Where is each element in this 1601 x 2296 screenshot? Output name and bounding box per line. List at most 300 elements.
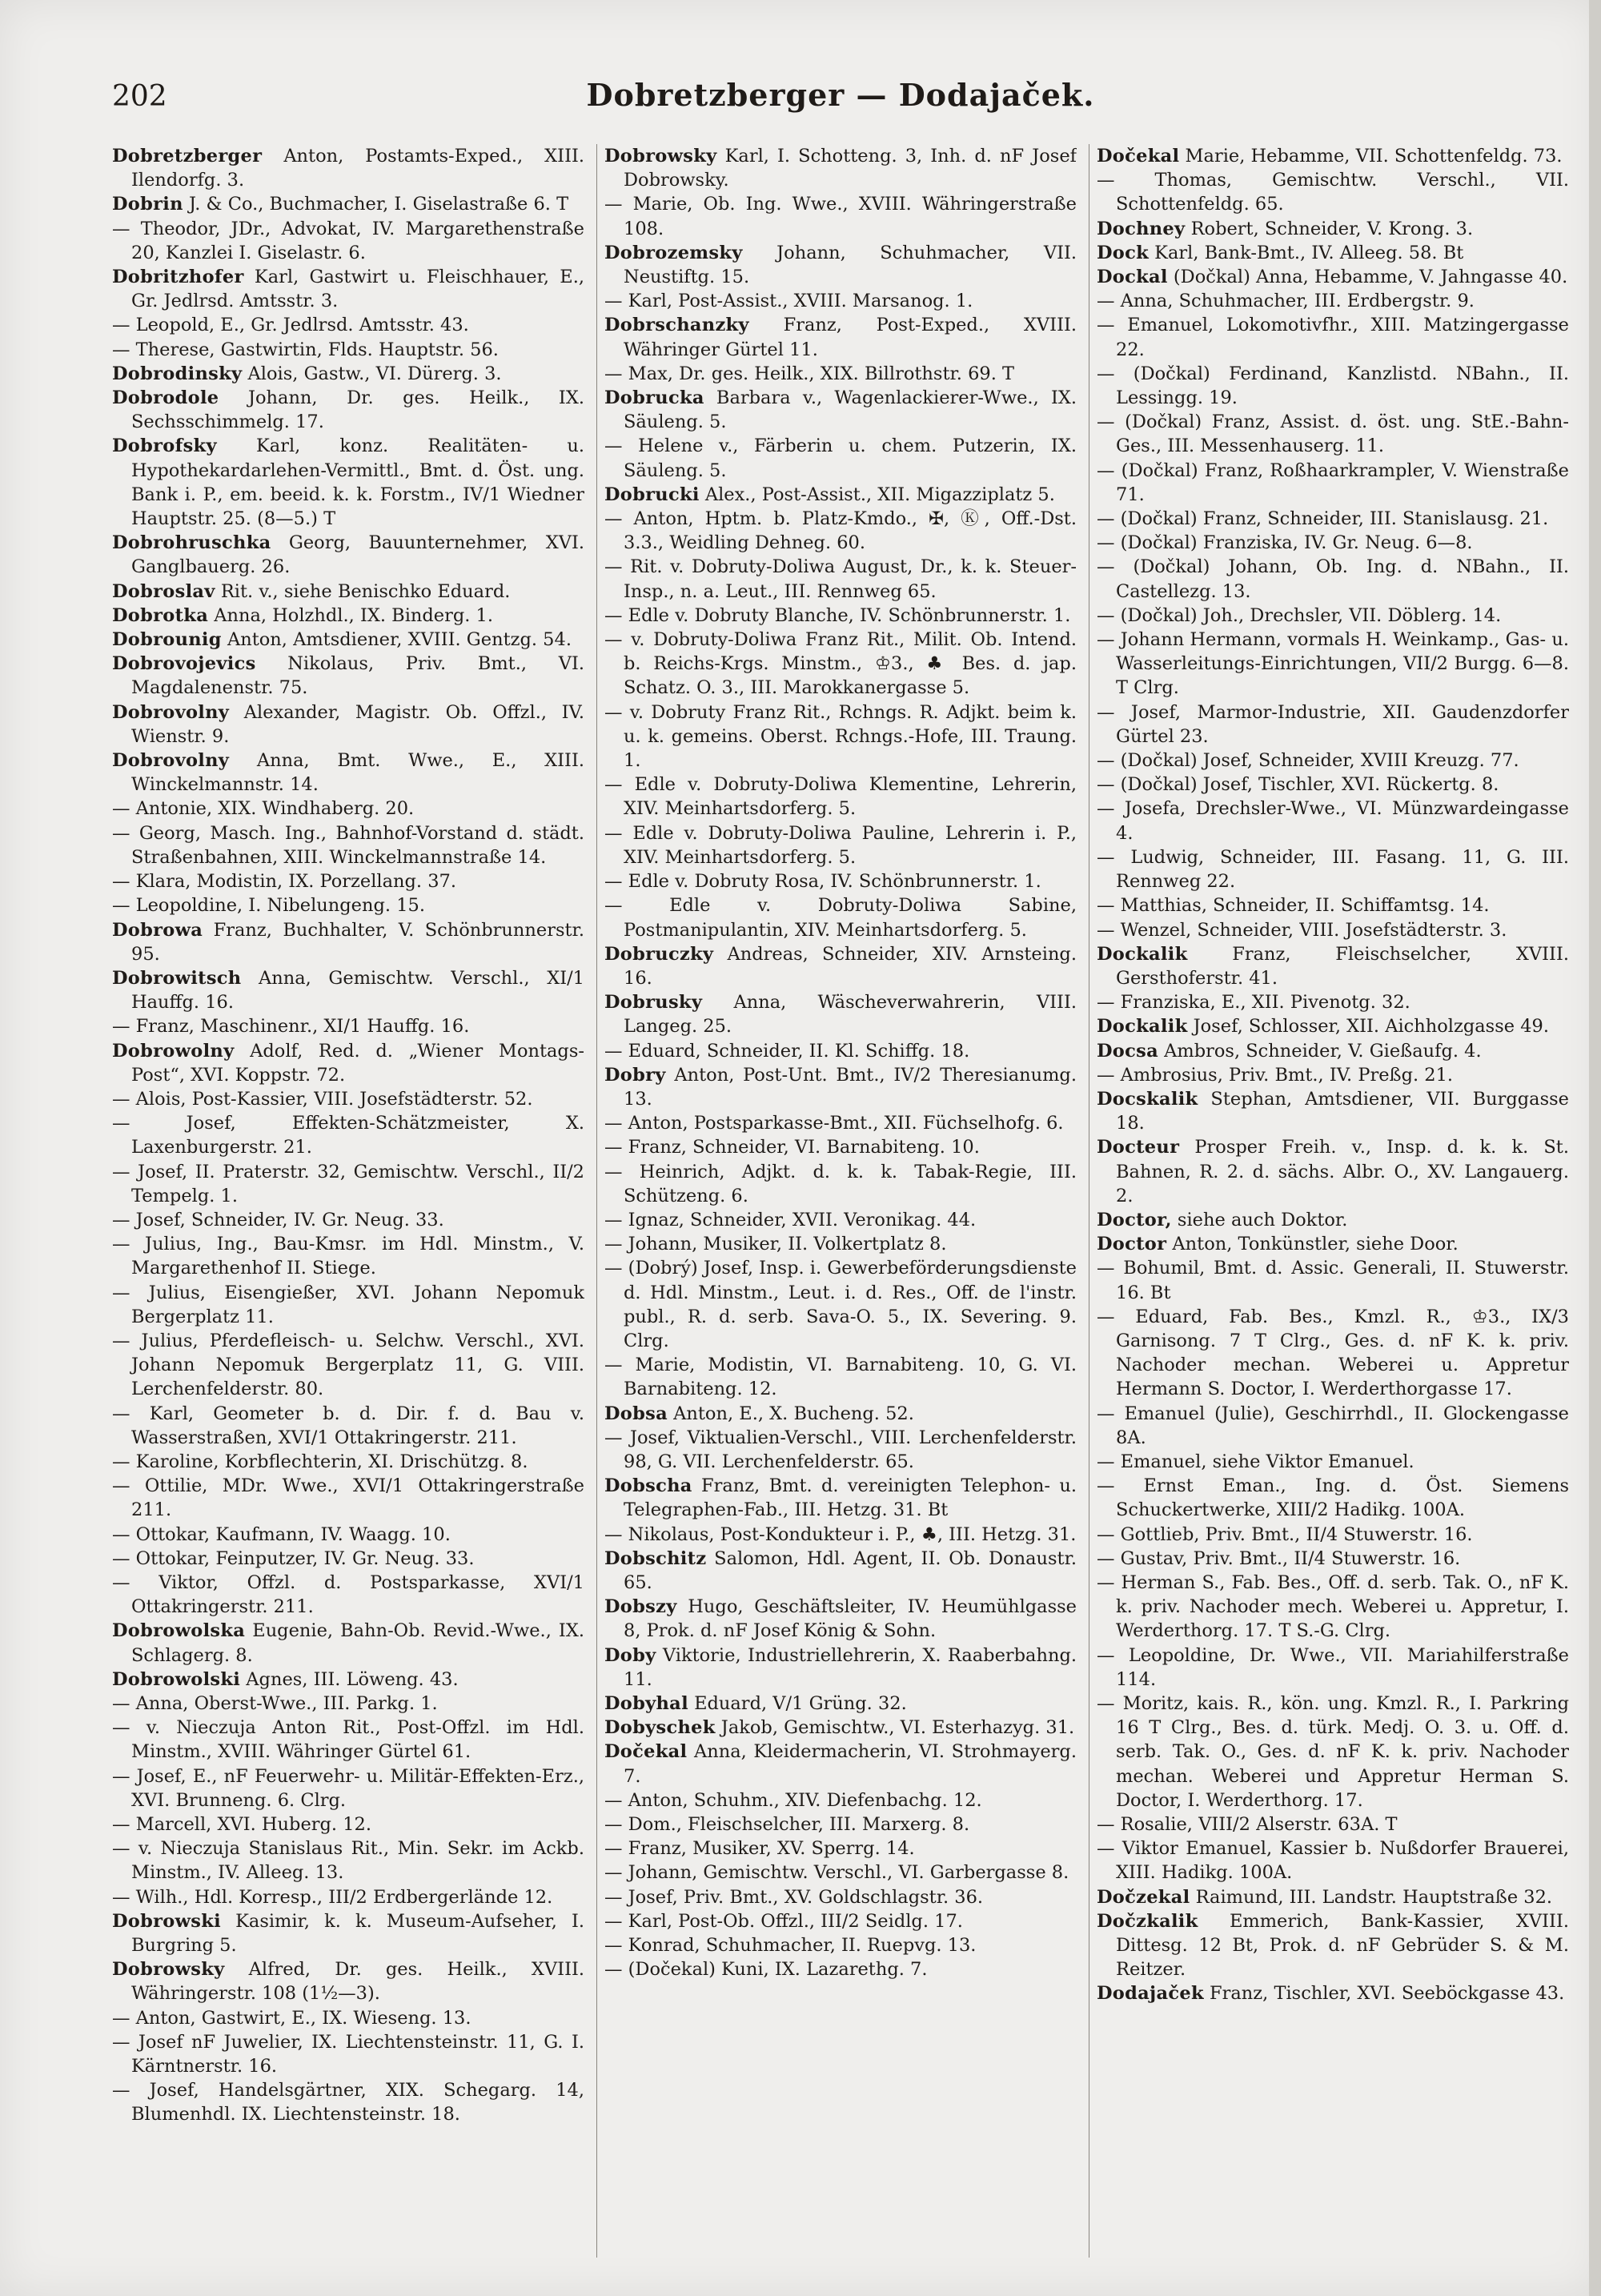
directory-entry xyxy=(1097,918,1569,942)
entry-surname: Dobrucka xyxy=(604,387,704,409)
entry-details: Johann, Schuhmacher, VII. Neustiftg. 15. xyxy=(624,242,1077,288)
directory-entry xyxy=(1097,1208,1569,1232)
entry-details: Anton, Tonkünstler, siehe Door. xyxy=(1166,1234,1459,1255)
directory-entry xyxy=(604,1474,1077,1522)
directory-entry xyxy=(112,144,584,192)
entry-details: — Edle v. Dobruty-Doliwa Klementine, Lehrerin, XIV. Meinhartsdorferg. 5. xyxy=(604,774,1077,820)
entry-details: — Johann, Musiker, II. Volkertplatz 8. xyxy=(604,1234,947,1255)
entry-details: Robert, Schneider, V. Krong. 3. xyxy=(1185,218,1474,239)
directory-entry xyxy=(112,1329,584,1402)
entry-details: — Edle v. Dobruty-Doliwa Sabine, Postmanipulantin, XIV. Meinhartsdorferg. 5. xyxy=(604,895,1077,941)
entry-details: Franz, Bmt. d. vereinigten Telephon- u. Telegraphen-Fab., III. Hetzg. 31. Bt xyxy=(624,1475,1077,1521)
entry-surname: Dobrowolny xyxy=(112,1040,235,1062)
entry-details: — (Dočkal) Joh., Drechsler, VII. Döblerg. 14. xyxy=(1097,604,1502,626)
directory-entry xyxy=(112,652,584,700)
entry-details: — Anton, Hptm. b. Platz-Kmdo., ✠, Ⓚ, Off.-Dst. 3.3., Weidling Dehneg. 60. xyxy=(604,508,1077,554)
entry-details: Jakob, Gemischtw., VI. Esterhazyg. 31. xyxy=(715,1717,1075,1739)
entry-details: — Karl, Post-Ob. Offzl., III/2 Seidlg. 17. xyxy=(604,1910,963,1932)
entry-surname: Docteur xyxy=(1097,1137,1180,1158)
entry-details: Anton, Post-Unt. Bmt., IV/2 Theresianumg. 13. xyxy=(624,1064,1077,1110)
entry-details: — Josef, Priv. Bmt., XV. Goldschlagstr. 36. xyxy=(604,1886,984,1908)
directory-entry xyxy=(604,1692,1077,1716)
directory-entry xyxy=(1097,942,1569,990)
entry-details: — Karoline, Korbflechterin, XI. Drischützg. 8. xyxy=(112,1451,528,1472)
entry-surname: Dock xyxy=(1097,242,1150,263)
entry-details: Anna, Gemischtw. Verschl., XI/1 Hauffg. 16. xyxy=(131,967,584,1014)
entry-details: — Helene v., Färberin u. chem. Putzerin, IX. Säuleng. 5. xyxy=(604,436,1077,481)
directory-entry xyxy=(112,1160,584,1208)
directory-entry xyxy=(112,386,584,434)
directory-entry xyxy=(604,1135,1077,1159)
directory-entry xyxy=(1097,1063,1569,1087)
entry-details: — Emanuel, Lokomotivfhr., XIII. Matzingergasse 22. xyxy=(1097,315,1569,360)
entry-surname: Dobrofsky xyxy=(112,436,217,457)
entry-details: Salomon, Hdl. Agent, II. Ob. Donaustr. 65. xyxy=(624,1547,1077,1593)
directory-entry xyxy=(1097,410,1569,458)
directory-entry xyxy=(112,1281,584,1329)
entry-details: — Ottokar, Feinputzer, IV. Gr. Neug. 33. xyxy=(112,1547,475,1569)
entry-details: — Karl, Post-Assist., XVIII. Marsanog. 1. xyxy=(604,291,973,312)
entry-surname: Dobretzberger xyxy=(112,146,263,167)
entry-details: Prosper Freih. v., Insp. d. k. k. St. Bahnen, R. 2. d. sächs. Albr. O., XV. Langauerg. 2. xyxy=(1116,1137,1569,1206)
directory-entry xyxy=(604,628,1077,700)
entry-details: — Franz, Maschinenr., XI/1 Hauffg. 16. xyxy=(112,1016,470,1038)
entry-details: — (Dobrý) Josef, Insp. i. Gewerbeförderungsdienste d. Hdl. Minstm., Leut. i. d. Res., Off. de l'instr. publ., R. d. serb. Sava-O. 5., IX. Severing. 9. Clrg. xyxy=(604,1258,1077,1351)
directory-entry xyxy=(604,434,1077,482)
entry-surname: Dobrowski xyxy=(112,1910,221,1932)
entry-details: — v. Dobruty-Doliwa Franz Rit., Milit. Ob. Intend. b. Reichs-Krgs. Minstm., ♔3., ♣ Bes. d. jap. Schatz. O. 3., III. Marokkanergasse 5. xyxy=(604,629,1077,699)
entry-details: — (Dočkal) Josef, Schneider, XVIII Kreuzg. 77. xyxy=(1097,750,1519,772)
directory-entry xyxy=(112,1957,584,2005)
entry-surname: Dobrovojevics xyxy=(112,653,256,675)
entry-details: Agnes, III. Löweng. 43. xyxy=(240,1668,459,1690)
entry-details: Stephan, Amtsdiener, VII. Burggasse 18. xyxy=(1116,1088,1569,1134)
directory-entry xyxy=(604,1957,1077,1981)
entry-details: Eduard, V/1 Grüng. 32. xyxy=(688,1693,907,1714)
entry-details: Karl, konz. Realitäten- u. Hypothekardarlehen-Vermittl., Bmt. d. Öst. ung. Bank i. P., em. beeid. k. k. Forstm., IV/1 Wiedner Hauptstr. 25. (8—5.) T xyxy=(131,436,584,530)
directory-entry xyxy=(604,362,1077,386)
entry-details: — Herman S., Fab. Bes., Off. d. serb. Tak. O., nF K. k. priv. Nachoder mech. Weberei u. Appretur, I. Werderthorg. 17. T S.-G. Clrg. xyxy=(1097,1571,1569,1642)
directory-entry xyxy=(112,700,584,749)
entry-details: — v. Nieczuja Stanislaus Rit., Min. Sekr. im Ackb. Minstm., IV. Alleeg. 13. xyxy=(112,1838,584,1884)
entry-details: — Viktor, Offzl. d. Postsparkasse, XVI/1 Ottakringerstr. 211. xyxy=(112,1571,584,1618)
entry-details: — (Dočkal) Franz, Roßhaarkrampler, V. Wienstraße 71. xyxy=(1097,460,1569,505)
entry-details: Raimund, III. Landstr. Hauptstraße 32. xyxy=(1190,1886,1553,1908)
directory-entry xyxy=(112,434,584,531)
entry-surname: Dobszy xyxy=(604,1596,677,1618)
directory-entry xyxy=(112,1402,584,1450)
column-middle xyxy=(604,144,1077,2266)
entry-details: Andreas, Schneider, XIV. Arnsteing. 16. xyxy=(624,943,1077,989)
directory-entry xyxy=(112,1111,584,1159)
directory-entry xyxy=(1097,1474,1569,1522)
directory-entry xyxy=(604,990,1077,1038)
directory-entry xyxy=(1097,144,1569,168)
entry-surname: Docsa xyxy=(1097,1040,1158,1062)
entry-surname: Dobsa xyxy=(604,1403,668,1424)
directory-entry xyxy=(604,1860,1077,1885)
entry-details: — Bohumil, Bmt. d. Assic. Generali, II. Stuwerstr. 16. Bt xyxy=(1097,1258,1569,1303)
entry-details: Franz, Fleischselcher, XVIII. Gersthoferstr. 41. xyxy=(1116,943,1569,989)
directory-entry xyxy=(1097,362,1569,410)
directory-entry xyxy=(1097,265,1569,289)
directory-entry xyxy=(112,1716,584,1764)
directory-columns xyxy=(112,144,1569,2266)
entry-details: J. & Co., Buchmacher, I. Giselastraße 6. T xyxy=(183,194,569,215)
directory-entry xyxy=(1097,1014,1569,1038)
entry-details: — Dom., Fleischselcher, III. Marxerg. 8. xyxy=(604,1814,970,1836)
directory-entry xyxy=(112,1885,584,1909)
directory-entry xyxy=(112,2078,584,2126)
entry-details: Karl, Gastwirt u. Fleischhauer, E., Gr. Jedlrsd. Amtsstr. 3. xyxy=(131,267,584,312)
directory-entry xyxy=(1097,604,1569,628)
directory-entry xyxy=(112,1087,584,1111)
entry-details: — Josef, Schneider, IV. Gr. Neug. 33. xyxy=(112,1209,444,1230)
directory-entry xyxy=(1097,1450,1569,1474)
entry-details: — Josef, Effekten-Schätzmeister, X. Laxenburgerstr. 21. xyxy=(112,1113,584,1158)
directory-entry xyxy=(604,1039,1077,1063)
entry-surname: Dochney xyxy=(1097,218,1186,239)
directory-entry xyxy=(604,604,1077,628)
directory-entry xyxy=(112,1014,584,1038)
directory-entry xyxy=(604,1111,1077,1135)
entry-details: Karl, I. Schotteng. 3, Inh. d. nF Josef Dobrowsky. xyxy=(624,146,1077,191)
directory-entry xyxy=(604,507,1077,555)
entry-details: — Julius, Ing., Bau-Kmsr. im Hdl. Minstm., V. Margarethenhof II. Stiege. xyxy=(112,1234,584,1279)
directory-entry xyxy=(604,773,1077,821)
directory-entry xyxy=(1097,1547,1569,1571)
entry-details: — (Dočekal) Kuni, IX. Lazarethg. 7. xyxy=(604,1959,928,1981)
entry-details: — Leopoldine, I. Nibelungeng. 15. xyxy=(112,895,425,917)
entry-details: Nikolaus, Priv. Bmt., VI. Magdalenenstr. 75. xyxy=(131,653,584,699)
entry-details: — (Dočkal) Franziska, IV. Gr. Neug. 6—8. xyxy=(1097,532,1473,554)
directory-entry xyxy=(112,217,584,265)
directory-entry xyxy=(112,1571,584,1619)
directory-entry xyxy=(112,797,584,821)
entry-details: Anna, Wäscheverwahrerin, VIII. Langeg. 25. xyxy=(624,992,1077,1038)
directory-entry xyxy=(112,1208,584,1232)
directory-entry xyxy=(604,386,1077,434)
directory-entry xyxy=(112,531,584,579)
entry-details: — Georg, Masch. Ing., Bahnhof-Vorstand d. städt. Straßenbahnen, XIII. Winckelmannstraße 14. xyxy=(112,822,584,868)
directory-entry xyxy=(604,483,1077,507)
directory-entry xyxy=(604,1208,1077,1232)
entry-details: — Leopoldine, Dr. Wwe., VII. Mariahilferstraße 114. xyxy=(1097,1644,1569,1690)
entry-surname: Dobrotka xyxy=(112,604,209,626)
entry-details: — Rosalie, VIII/2 Alserstr. 63A. T xyxy=(1097,1814,1398,1836)
entry-details: Karl, Bank-Bmt., IV. Alleeg. 58. Bt xyxy=(1149,242,1464,263)
directory-entry xyxy=(112,628,584,652)
directory-entry xyxy=(112,338,584,362)
directory-entry xyxy=(1097,459,1569,507)
directory-entry xyxy=(112,1836,584,1885)
directory-entry xyxy=(112,966,584,1014)
directory-entry xyxy=(1097,1571,1569,1644)
entry-details: — Theodor, JDr., Advokat, IV. Margarethenstraße 20, Kanzlei I. Giselastr. 6. xyxy=(112,218,584,263)
directory-entry xyxy=(1097,1644,1569,1692)
directory-entry xyxy=(1097,845,1569,893)
directory-entry xyxy=(604,289,1077,313)
entry-surname: Dobrounig xyxy=(112,629,222,651)
column-right xyxy=(1097,144,1569,2266)
directory-entry xyxy=(112,1692,584,1716)
entry-details: — Eduard, Fab. Bes., Kmzl. R., ♔3., IX/3 Garnisong. 7 T Clrg., Ges. d. nF K. k. priv. Nachoder mechan. Weberei u. Appretur Hermann S. Doctor, I. Werderthorgasse 17. xyxy=(1097,1306,1569,1400)
directory-entry xyxy=(112,1764,584,1812)
entry-details: — Josef, Viktualien-Verschl., VIII. Lerchenfelderstr. 98, G. VII. Lerchenfelderstr. 65. xyxy=(604,1427,1077,1472)
entry-details: — Anton, Schuhm., XIV. Diefenbachg. 12. xyxy=(604,1789,982,1811)
entry-details: Eugenie, Bahn-Ob. Revid.-Wwe., IX. Schlagerg. 8. xyxy=(131,1620,584,1666)
entry-details: — Eduard, Schneider, II. Kl. Schiffg. 18. xyxy=(604,1040,970,1062)
directory-entry xyxy=(112,821,584,869)
directory-entry xyxy=(1097,1039,1569,1063)
entry-surname: Dočekal xyxy=(604,1741,688,1763)
directory-entry xyxy=(112,1668,584,1692)
entry-details: — Anna, Oberst-Wwe., III. Parkg. 1. xyxy=(112,1693,438,1714)
entry-details: — Ignaz, Schneider, XVII. Veronikag. 44. xyxy=(604,1209,977,1230)
directory-entry xyxy=(1097,700,1569,749)
entry-details: — Ottokar, Kaufmann, IV. Waagg. 10. xyxy=(112,1523,451,1545)
entry-surname: Dobrowsky xyxy=(112,1959,225,1981)
entry-details: — Karl, Geometer b. d. Dir. f. d. Bau v. Wasserstraßen, XVI/1 Ottakringerstr. 211. xyxy=(112,1403,584,1448)
directory-entry xyxy=(112,2006,584,2030)
entry-surname: Dobrozemsky xyxy=(604,242,743,263)
entry-details: — Rit. v. Dobruty-Doliwa August, Dr., k. k. Steuer-Insp., n. a. Leut., III. Rennweg 65. xyxy=(604,556,1077,602)
running-head: Dobretzberger — Dodajaček. xyxy=(586,77,1095,113)
page-number: 202 xyxy=(112,80,167,113)
entry-details: — Wilh., Hdl. Korresp., III/2 Erdbergerlände 12. xyxy=(112,1886,553,1908)
directory-entry xyxy=(112,362,584,386)
directory-entry xyxy=(604,1402,1077,1426)
directory-entry xyxy=(1097,531,1569,555)
directory-entry xyxy=(112,192,584,216)
entry-details: — Antonie, XIX. Windhaberg. 20. xyxy=(112,798,415,820)
entry-details: Anna, Kleidermacherin, VI. Strohmayerg. 7. xyxy=(624,1741,1077,1787)
entry-details: — Ambrosius, Priv. Bmt., IV. Preßg. 21. xyxy=(1097,1064,1454,1086)
directory-entry xyxy=(604,1232,1077,1256)
entry-details: — v. Nieczuja Anton Rit., Post-Offzl. im Hdl. Minstm., XVIII. Währinger Gürtel 61. xyxy=(112,1717,584,1763)
directory-entry xyxy=(604,869,1077,893)
entry-surname: Dočzkalik xyxy=(1097,1910,1198,1932)
entry-details: — Josef nF Juwelier, IX. Liechtensteinstr. 11, G. I. Kärntnerstr. 16. xyxy=(112,2031,584,2077)
entry-details: Alex., Post-Assist., XII. Migazziplatz 5. xyxy=(699,484,1055,505)
entry-surname: Dobritzhofer xyxy=(112,267,244,288)
directory-entry xyxy=(112,265,584,313)
directory-entry xyxy=(1097,749,1569,773)
entry-details: Alexander, Magistr. Ob. Offzl., IV. Wienstr. 9. xyxy=(131,701,584,747)
entry-details: — Franz, Musiker, XV. Sperrg. 14. xyxy=(604,1838,915,1860)
entry-surname: Dobrodole xyxy=(112,387,219,409)
entry-details: — Therese, Gastwirtin, Flds. Hauptstr. 56. xyxy=(112,339,499,360)
entry-surname: Dobrowa xyxy=(112,919,203,941)
directory-entry xyxy=(1097,168,1569,216)
directory-entry xyxy=(604,1788,1077,1812)
entry-details: Anton, Amtsdiener, XVIII. Gentzg. 54. xyxy=(221,629,572,651)
entry-details: — (Dočkal) Franz, Assist. d. öst. ung. StE.-Bahn-Ges., III. Messenhauserg. 11. xyxy=(1097,411,1569,457)
entry-details: — Franz, Schneider, VI. Barnabiteng. 10. xyxy=(604,1137,980,1158)
directory-entry xyxy=(604,241,1077,289)
entry-details: Anna, Bmt. Wwe., E., XIII. Winckelmannstr. 14. xyxy=(131,750,584,796)
directory-entry xyxy=(604,1933,1077,1957)
entry-details: Alois, Gastw., VI. Dürerg. 3. xyxy=(242,363,502,384)
entry-surname: Docskalik xyxy=(1097,1088,1198,1110)
entry-surname: Dobrodinsky xyxy=(112,363,243,384)
entry-surname: Dobrowolska xyxy=(112,1620,246,1642)
directory-entry xyxy=(604,942,1077,990)
entry-details: — Viktor Emanuel, Kassier b. Nußdorfer Brauerei, XIII. Hadikg. 100A. xyxy=(1097,1838,1569,1884)
directory-entry xyxy=(1097,1402,1569,1450)
entry-details: — Emanuel (Julie), Geschirrhdl., II. Glockengasse 8A. xyxy=(1097,1403,1569,1448)
entry-details: — Ludwig, Schneider, III. Fasang. 11, G. III. Rennweg 22. xyxy=(1097,846,1569,893)
directory-entry xyxy=(604,1160,1077,1208)
entry-details: — Moritz, kais. R., kön. ung. Kmzl. R., I. Parkring 16 T Clrg., Bes. d. türk. Medj. O. 3. u. Off. d. serb. Tak. O., Ges. d. nF K. k. priv. Nachoder mechan. Weberei und Appretur Herman S. Doctor, I. Werderthorg. 17. xyxy=(1097,1693,1569,1811)
entry-details: Georg, Bauunternehmer, XVI. Ganglbauerg. 26. xyxy=(131,532,584,578)
directory-entry xyxy=(604,893,1077,941)
entry-surname: Dobry xyxy=(604,1064,666,1086)
entry-details: — Nikolaus, Post-Kondukteur i. P., ♣, III. Hetzg. 31. xyxy=(604,1523,1077,1545)
directory-entry xyxy=(1097,241,1569,265)
directory-entry xyxy=(1097,1256,1569,1304)
directory-entry xyxy=(112,918,584,966)
entry-details: — Leopold, E., Gr. Jedlrsd. Amtsstr. 43. xyxy=(112,315,469,336)
directory-entry xyxy=(112,869,584,893)
directory-entry xyxy=(1097,1135,1569,1208)
entry-details: Marie, Hebamme, VII. Schottenfeldg. 73. xyxy=(1179,146,1563,167)
directory-entry xyxy=(604,144,1077,192)
directory-entry xyxy=(112,1232,584,1280)
entry-details: — Alois, Post-Kassier, VIII. Josefstädterstr. 52. xyxy=(112,1088,533,1110)
entry-surname: Doby xyxy=(604,1644,656,1666)
directory-entry xyxy=(1097,1305,1569,1402)
entry-details: — Edle v. Dobruty Blanche, IV. Schönbrunnerstr. 1. xyxy=(604,604,1071,626)
directory-entry xyxy=(112,580,584,604)
directory-entry xyxy=(604,1909,1077,1933)
column-left xyxy=(112,144,584,2266)
entry-surname: Dobschitz xyxy=(604,1547,707,1569)
directory-entry xyxy=(604,555,1077,603)
directory-entry xyxy=(604,1523,1077,1547)
entry-details: — Konrad, Schuhmacher, II. Ruepvg. 13. xyxy=(604,1935,977,1957)
entry-details: (Dočkal) Anna, Hebamme, V. Jahngasse 40. xyxy=(1167,267,1568,288)
directory-entry xyxy=(1097,1523,1569,1547)
entry-details: Barbara v., Wagenlackierer-Wwe., IX. Säuleng. 5. xyxy=(624,387,1077,433)
directory-entry xyxy=(112,2030,584,2078)
directory-entry xyxy=(1097,628,1569,700)
entry-details: — Franziska, E., XII. Pivenotg. 32. xyxy=(1097,992,1410,1014)
directory-entry xyxy=(604,1836,1077,1860)
entry-surname: Dobscha xyxy=(604,1475,692,1497)
directory-entry xyxy=(604,1716,1077,1740)
directory-entry xyxy=(112,1812,584,1836)
directory-entry xyxy=(604,1547,1077,1595)
page-header xyxy=(112,77,1569,128)
entry-surname: Dočekal xyxy=(1097,146,1180,167)
directory-entry xyxy=(1097,1909,1569,1982)
directory-entry xyxy=(1097,1836,1569,1885)
directory-entry xyxy=(604,1595,1077,1643)
entry-surname: Dočzekal xyxy=(1097,1886,1190,1908)
entry-details: — Anton, Gastwirt, E., IX. Wieseng. 13. xyxy=(112,2007,471,2029)
directory-entry xyxy=(604,700,1077,773)
entry-details: siehe auch Doktor. xyxy=(1171,1209,1348,1230)
directory-entry xyxy=(1097,893,1569,917)
entry-surname: Dobrowitsch xyxy=(112,967,242,989)
entry-details: — Josefa, Drechsler-Wwe., VI. Münzwardeingasse 4. xyxy=(1097,798,1569,844)
entry-details: Franz, Buchhalter, V. Schönbrunnerstr. 95. xyxy=(131,919,584,965)
entry-details: Hugo, Geschäftsleiter, IV. Heumühlgasse 8, Prok. d. nF Josef König & Sohn. xyxy=(624,1596,1077,1642)
entry-details: — Julius, Eisengießer, XVI. Johann Nepomuk Bergerplatz 11. xyxy=(112,1282,584,1327)
entry-details: — Matthias, Schneider, II. Schiffamtsg. 14. xyxy=(1097,895,1490,917)
entry-details: — Julius, Pferdefleisch- u. Selchw. Verschl., XVI. Johann Nepomuk Bergerplatz 11, G. VIII. Lerchenfelderstr. 80. xyxy=(112,1330,584,1400)
entry-details: — (Dočkal) Josef, Tischler, XVI. Rückertg. 8. xyxy=(1097,774,1499,796)
directory-entry xyxy=(112,749,584,797)
directory-entry xyxy=(604,1812,1077,1836)
entry-details: — (Dočkal) Ferdinand, Kanzlistd. NBahn., II. Lessingg. 19. xyxy=(1097,363,1569,409)
directory-entry xyxy=(112,1547,584,1571)
directory-entry xyxy=(604,1063,1077,1111)
entry-details: — Edle v. Dobruty-Doliwa Pauline, Lehrerin i. P., XIV. Meinhartsdorferg. 5. xyxy=(604,822,1077,868)
entry-details: — Ottilie, MDr. Wwe., XVI/1 Ottakringerstraße 211. xyxy=(112,1475,584,1521)
entry-details: — (Dočkal) Johann, Ob. Ing. d. NBahn., II. Castellezg. 13. xyxy=(1097,556,1569,602)
directory-entry xyxy=(1097,313,1569,361)
entry-surname: Dobrovolny xyxy=(112,701,230,723)
entry-details: Adolf, Red. d. „Wiener Montags-Post“, XVI. Koppstr. 72. xyxy=(131,1040,584,1086)
entry-details: Viktorie, Industriellehrerin, X. Raaberbahng. 11. xyxy=(624,1644,1077,1690)
directory-entry xyxy=(1097,990,1569,1014)
entry-details: — Edle v. Dobruty Rosa, IV. Schönbrunnerstr. 1. xyxy=(604,871,1041,893)
entry-surname: Dockalik xyxy=(1097,1016,1188,1038)
entry-details: — v. Dobruty Franz Rit., Rchngs. R. Adjkt. beim k. u. k. gemeins. Oberst. Rchngs.-Hofe, III. Traung. 1. xyxy=(604,701,1077,772)
directory-entry xyxy=(1097,1087,1569,1135)
entry-surname: Dockalik xyxy=(1097,943,1188,965)
directory-entry xyxy=(1097,1981,1569,2005)
entry-details: — Josef, Handelsgärtner, XIX. Schegarg. 14, Blumenhdl. IX. Liechtensteinstr. 18. xyxy=(112,2080,584,2125)
entry-details: Anna, Holzhdl., IX. Binderg. 1. xyxy=(208,604,494,626)
entry-surname: Dobrowolski xyxy=(112,1668,241,1690)
column-divider xyxy=(596,144,597,2258)
directory-entry xyxy=(112,1039,584,1087)
entry-surname: Doctor xyxy=(1097,1234,1167,1255)
entry-details: — Gustav, Priv. Bmt., II/4 Stuwerstr. 16. xyxy=(1097,1547,1461,1569)
directory-entry xyxy=(1097,797,1569,845)
directory-entry xyxy=(1097,507,1569,531)
directory-entry xyxy=(604,821,1077,869)
directory-entry xyxy=(1097,1232,1569,1256)
entry-details: — Max, Dr. ges. Heilk., XIX. Billrothstr. 69. T xyxy=(604,363,1015,384)
entry-details: — Josef, Marmor-Industrie, XII. Gaudenzdorfer Gürtel 23. xyxy=(1097,701,1569,747)
directory-entry xyxy=(604,1256,1077,1353)
entry-details: — Klara, Modistin, IX. Porzellang. 37. xyxy=(112,871,457,893)
entry-details: — Johann, Gemischtw. Verschl., VI. Garbergasse 8. xyxy=(604,1862,1069,1884)
entry-surname: Dobrucki xyxy=(604,484,700,505)
directory-entry xyxy=(1097,217,1569,241)
entry-surname: Dobrusky xyxy=(604,992,703,1014)
entry-details: — Anton, Postsparkasse-Bmt., XII. Füchselhofg. 6. xyxy=(604,1113,1064,1134)
entry-details: Johann, Dr. ges. Heilk., IX. Sechsschimmelg. 17. xyxy=(131,387,584,433)
entry-details: — Thomas, Gemischtw. Verschl., VII. Schottenfeldg. 65. xyxy=(1097,170,1569,215)
directory-entry xyxy=(604,1740,1077,1788)
entry-details: — Anna, Schuhmacher, III. Erdbergstr. 9. xyxy=(1097,291,1475,312)
entry-surname: Doctor, xyxy=(1097,1209,1172,1230)
directory-entry xyxy=(604,1644,1077,1692)
directory-entry xyxy=(112,893,584,917)
directory-entry xyxy=(604,313,1077,361)
entry-surname: Dodajaček xyxy=(1097,1983,1204,2005)
entry-surname: Dockal xyxy=(1097,267,1168,288)
entry-details: Anton, Postamts-Exped., XIII. Ilendorfg. 3. xyxy=(131,146,584,191)
directory-entry xyxy=(1097,555,1569,603)
entry-surname: Dobrohruschka xyxy=(112,532,271,554)
directory-entry xyxy=(1097,1812,1569,1836)
